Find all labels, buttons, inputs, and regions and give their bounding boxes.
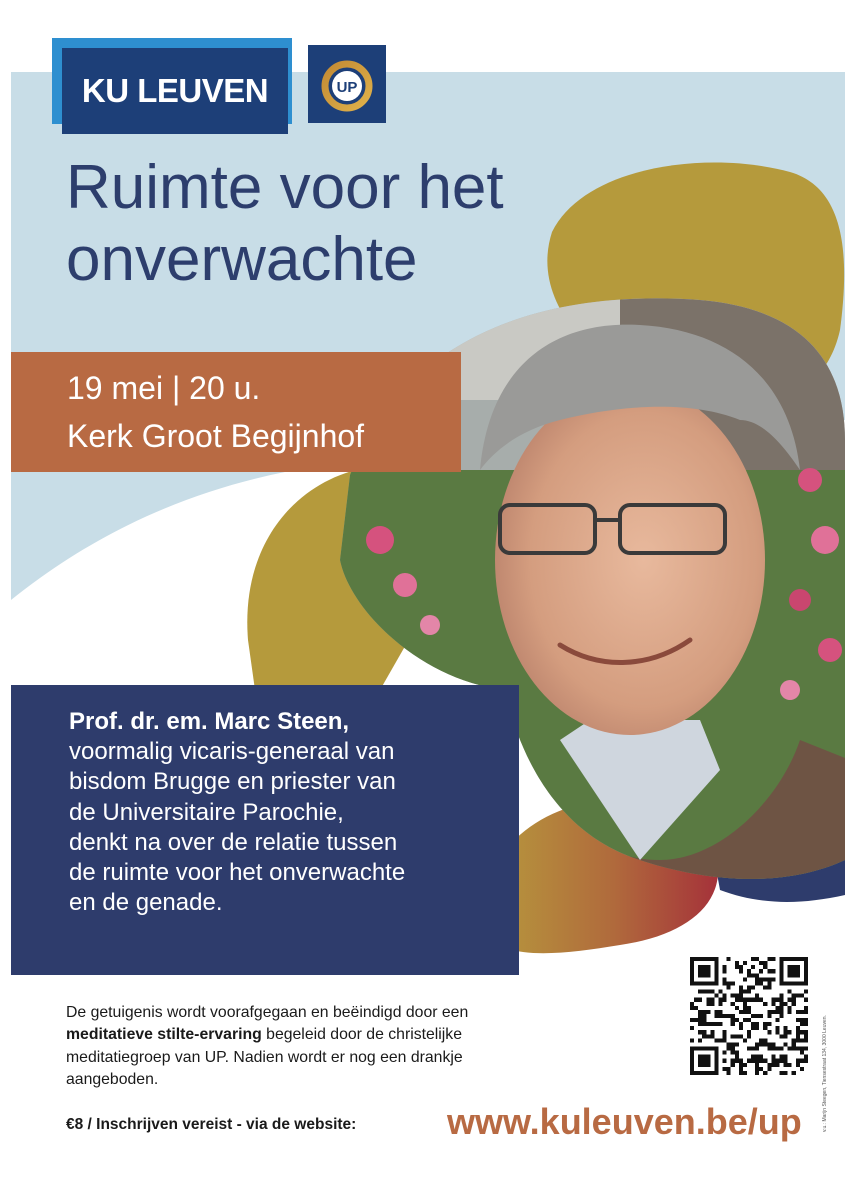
speaker-description-line: en de genade. [69, 889, 223, 917]
title-line-2: onverwachte [66, 225, 418, 294]
program-highlight: meditatieve stilte-ervaring [66, 1026, 262, 1044]
speaker-description-line: voormalig vicaris-generaal van [69, 738, 395, 766]
up-logo [308, 45, 386, 123]
speaker-description-line: denkt na over de relatie tussen [69, 828, 398, 856]
qr-code[interactable] [690, 957, 808, 1075]
program-description [66, 1002, 486, 1092]
up-logo-text: UP [336, 79, 358, 96]
ku-leuven-logo [52, 38, 292, 124]
registration-note: €8 / Inschrijven vereist - via de website: [66, 1116, 357, 1133]
program-text-after: begeleid door de christelijke meditatiegroep van UP. Nadien wordt er nog een drankje aangeboden. [66, 1026, 463, 1089]
event-date-time: 19 mei | 20 u. [67, 370, 261, 406]
ku-leuven-logo-box [62, 48, 288, 134]
title-line-1: Ruimte voor het [66, 153, 504, 222]
speaker-description-line: bisdom Brugge en priester van [69, 768, 396, 796]
event-details-box [11, 352, 461, 472]
up-logo-icon [308, 45, 386, 123]
program-text-before: De getuigenis wordt voorafgegaan en beëindigd door een [66, 1004, 469, 1021]
responsible-publisher: v.u.: Marijn Steegen, Tiensestraat 134, 3000 Leuven. [822, 1015, 828, 1132]
website-link[interactable]: www.kuleuven.be/up [447, 1101, 802, 1142]
poster-title [66, 152, 706, 296]
speaker-description-line: de ruimte voor het onverwachte [69, 859, 406, 887]
speaker-name: Prof. dr. em. Marc Steen, [69, 708, 350, 735]
speaker-block [69, 707, 514, 918]
speaker-description-line: de Universitaire Parochie, [69, 798, 344, 826]
speaker-info-box [11, 685, 519, 975]
ku-leuven-logo-text: KU LEUVEN [81, 72, 269, 109]
event-location: Kerk Groot Begijnhof [67, 418, 365, 454]
